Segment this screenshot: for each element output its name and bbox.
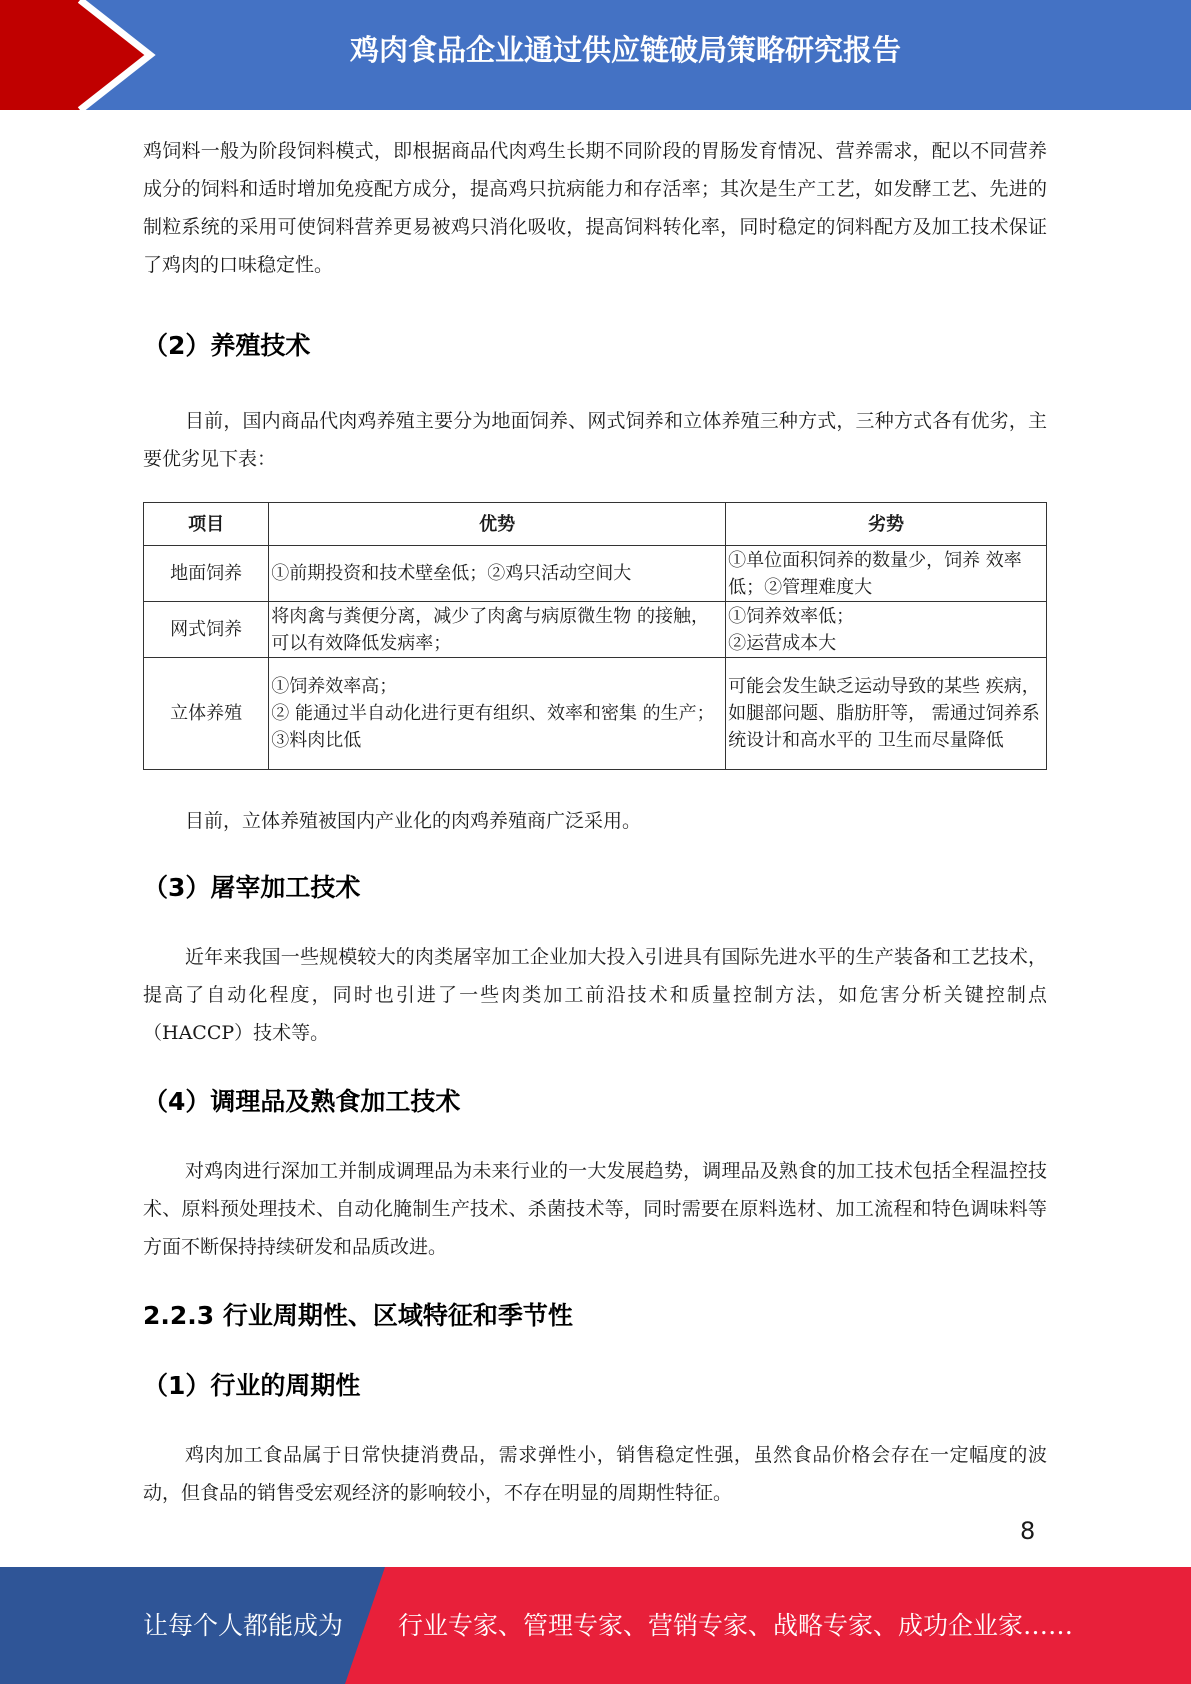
- footer-slogan-left: 让每个人都能成为: [143, 1611, 344, 1640]
- page-footer: [0, 1567, 1191, 1684]
- page-content: [143, 132, 1047, 1512]
- table-cell-disadvantage: [726, 658, 1047, 770]
- table-cell-item: 网式饲养: [144, 602, 269, 658]
- table-cell-disadvantage: [726, 546, 1047, 602]
- table-cell-disadvantage: [726, 602, 1047, 658]
- table-row: [144, 602, 1047, 658]
- heading-slaughter-tech: （3）屠宰加工技术: [143, 873, 361, 902]
- table-cell-advantage: [269, 602, 726, 658]
- table-header-advantage: 优势: [269, 503, 726, 546]
- table-cell-advantage: [269, 658, 726, 770]
- paragraph-feed: 鸡饲料一般为阶段饲料模式，即根据商品代肉鸡生长期不同阶段的胃肠发育情况、营养需求，配以不同营养成分的饲料和适时增加免疫配方成分，提高鸡只抗病能力和存活率；其次是生产工艺，如发酵工艺、先进的制粒系统的采用可使饲料营养更易被鸡只消化吸收，提高饲料转化率，同时稳定的饲料配方及加工技术保证了鸡肉的口味稳定性。: [143, 140, 1047, 276]
- cell-line: ② 能通过半自动化进行更有组织、效率和密集 的生产；: [271, 703, 715, 724]
- cell-line: ②运营成本大: [728, 632, 837, 654]
- table-header-disadvantage: 劣势: [726, 503, 1047, 546]
- heading-prepared-food-tech: （4）调理品及熟食加工技术: [143, 1087, 461, 1116]
- cell-line: 可能会发生缺乏运动导致的某些 疾病，如腿部问题、脂肪肝等， 需通过饲养系统设计和高水平的 卫生而尽量降低: [728, 676, 1040, 751]
- cell-line: 将肉禽与粪便分离，减少了肉禽与病原微生物 的接触，可以有效降低发病率；: [271, 605, 709, 654]
- heading-cyclicality: （1）行业的周期性: [143, 1371, 361, 1400]
- header-title: 鸡肉食品企业通过供应链破局策略研究报告: [349, 33, 901, 67]
- cell-line: ①单位面积饲养的数量少，饲养 效率低；②管理难度大: [728, 549, 1022, 598]
- page-header: [0, 0, 1191, 110]
- paragraph-breeding-conclusion: 目前，立体养殖被国内产业化的肉鸡养殖商广泛采用。: [185, 810, 642, 832]
- table-row: [144, 658, 1047, 770]
- table-header-item: 项目: [144, 503, 269, 546]
- paragraph-prepared-food: 对鸡肉进行深加工并制成调理品为未来行业的一大发展趋势，调理品及熟食的加工技术包括全程温控技术、原料预处理技术、自动化腌制生产技术、杀菌技术等，同时需要在原料选材、加工流程和特色调味料等方面不断保持持续研发和品质改进。: [143, 1160, 1047, 1258]
- table-row: [144, 546, 1047, 602]
- table-header-row: [144, 503, 1047, 546]
- comparison-table: [143, 502, 1047, 770]
- paragraph-cyclicality: 鸡肉加工食品属于日常快捷消费品，需求弹性小，销售稳定性强，虽然食品价格会存在一定幅度的波动，但食品的销售受宏观经济的影响较小，不存在明显的周期性特征。: [143, 1444, 1047, 1504]
- paragraph-breeding-intro: 目前，国内商品代肉鸡养殖主要分为地面饲养、网式饲养和立体养殖三种方式，三种方式各有优劣，主要优劣见下表：: [143, 410, 1047, 470]
- cell-line: ①饲养效率高；: [271, 676, 398, 697]
- table-cell-advantage: [269, 546, 726, 602]
- cell-line: ③料肉比低: [271, 730, 362, 751]
- paragraph-slaughter: 近年来我国一些规模较大的肉类屠宰加工企业加大投入引进具有国际先进水平的生产装备和工艺技术，提高了自动化程度，同时也引进了一些肉类加工前沿技术和质量控制方法，如危害分析关键控制点（HACCP）技术等。: [143, 946, 1047, 1044]
- footer-slogan-right: 行业专家、管理专家、营销专家、战略专家、成功企业家……: [398, 1611, 1074, 1640]
- cell-line: ①饲养效率低；: [728, 605, 855, 627]
- table-cell-item: 地面饲养: [144, 546, 269, 602]
- heading-section-2-2-3: 2.2.3 行业周期性、区域特征和季节性: [143, 1301, 573, 1330]
- heading-breeding-tech: （2）养殖技术: [143, 331, 311, 360]
- cell-line: ①前期投资和技术壁垒低；②鸡只活动空间大: [271, 563, 632, 584]
- table-cell-item: 立体养殖: [144, 658, 269, 770]
- page-number: 8: [1020, 1517, 1036, 1545]
